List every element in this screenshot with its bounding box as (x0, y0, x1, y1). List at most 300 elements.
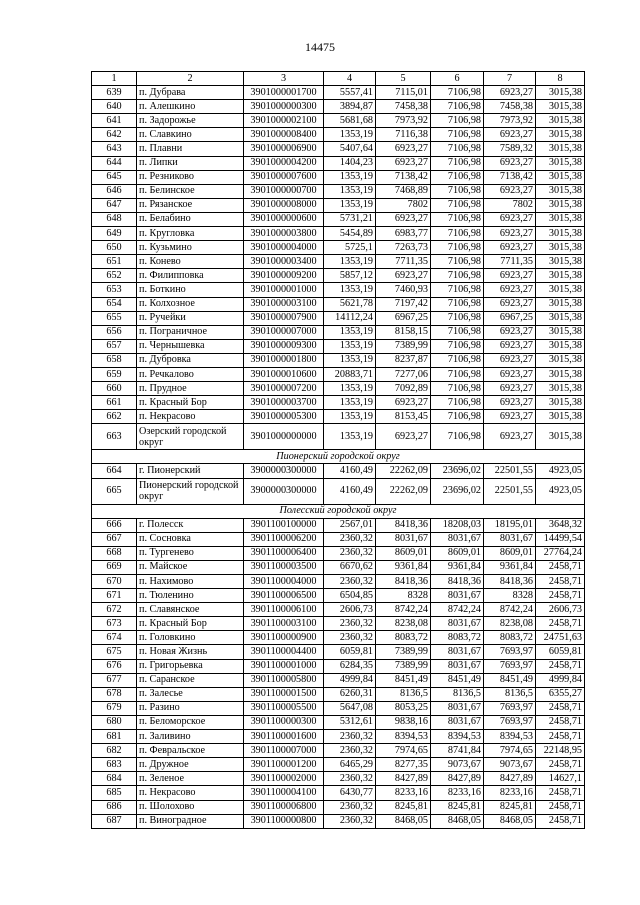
row-number: 673 (92, 617, 137, 631)
value-col-7: 18195,01 (484, 518, 536, 532)
value-col-8: 3015,38 (536, 255, 585, 269)
value-col-7: 7973,92 (484, 114, 536, 128)
table-row (92, 353, 585, 367)
value-col-5: 8742,24 (376, 603, 431, 617)
row-number: 649 (92, 227, 137, 241)
value-col-6: 8245,81 (431, 800, 484, 814)
table-row (92, 283, 585, 297)
table-row (92, 227, 585, 241)
value-col-8: 3015,38 (536, 424, 585, 450)
oktmo-code: 3901000002100 (244, 114, 324, 128)
value-col-7: 6923,27 (484, 367, 536, 381)
settlement-name: п. Славянское (137, 603, 244, 617)
value-col-5: 8394,53 (376, 730, 431, 744)
table-row (92, 128, 585, 142)
value-col-5: 8418,36 (376, 575, 431, 589)
value-col-8: 2458,71 (536, 800, 585, 814)
table-body (92, 72, 585, 829)
settlement-name: п. Конево (137, 255, 244, 269)
settlement-name: п. Задорожье (137, 114, 244, 128)
value-col-8: 6355,27 (536, 687, 585, 701)
value-col-7: 6923,27 (484, 212, 536, 226)
value-col-5: 7197,42 (376, 297, 431, 311)
value-col-5: 8053,25 (376, 701, 431, 715)
value-col-7: 22501,55 (484, 464, 536, 478)
settlement-name: п. Тургенево (137, 546, 244, 560)
row-number: 677 (92, 673, 137, 687)
value-col-4: 1353,19 (324, 396, 376, 410)
value-col-6: 8742,24 (431, 603, 484, 617)
oktmo-code: 3900000300000 (244, 464, 324, 478)
settlement-name: п. Новая Жизнь (137, 645, 244, 659)
row-number: 645 (92, 170, 137, 184)
value-col-7: 22501,55 (484, 478, 536, 504)
table-header-row (92, 72, 585, 86)
value-col-7: 9073,67 (484, 758, 536, 772)
row-number: 640 (92, 100, 137, 114)
oktmo-code: 3901000003400 (244, 255, 324, 269)
row-number: 676 (92, 659, 137, 673)
oktmo-code: 3901100006500 (244, 589, 324, 603)
value-col-8: 2458,71 (536, 814, 585, 828)
value-col-6: 8031,67 (431, 645, 484, 659)
value-col-7: 8609,01 (484, 546, 536, 560)
value-col-7: 7138,42 (484, 170, 536, 184)
table-row (92, 687, 585, 701)
table-row (92, 603, 585, 617)
table-row (92, 560, 585, 574)
value-col-8: 14499,54 (536, 532, 585, 546)
value-col-4: 5621,78 (324, 297, 376, 311)
value-col-7: 8031,67 (484, 532, 536, 546)
value-col-6: 7106,98 (431, 396, 484, 410)
value-col-5: 7973,92 (376, 114, 431, 128)
row-number: 653 (92, 283, 137, 297)
value-col-4: 5647,08 (324, 701, 376, 715)
value-col-7: 8394,53 (484, 730, 536, 744)
value-col-6: 7106,98 (431, 241, 484, 255)
settlement-name: п. Тюленино (137, 589, 244, 603)
table-row (92, 701, 585, 715)
value-col-5: 6923,27 (376, 269, 431, 283)
oktmo-code: 3901100001600 (244, 730, 324, 744)
value-col-7: 6923,27 (484, 325, 536, 339)
row-number: 642 (92, 128, 137, 142)
value-col-4: 2360,32 (324, 532, 376, 546)
oktmo-code: 3901000007600 (244, 170, 324, 184)
value-col-6: 18208,03 (431, 518, 484, 532)
data-table (91, 71, 585, 829)
value-col-7: 8083,72 (484, 631, 536, 645)
value-col-8: 3015,38 (536, 269, 585, 283)
table-row (92, 212, 585, 226)
value-col-5: 8238,08 (376, 617, 431, 631)
value-col-5: 8245,81 (376, 800, 431, 814)
value-col-8: 2458,71 (536, 589, 585, 603)
value-col-5: 7468,89 (376, 184, 431, 198)
value-col-8: 3015,38 (536, 86, 585, 100)
oktmo-code: 3901100006200 (244, 532, 324, 546)
oktmo-code: 3901100003100 (244, 617, 324, 631)
table-row (92, 184, 585, 198)
value-col-6: 7106,98 (431, 297, 484, 311)
table-row (92, 575, 585, 589)
value-col-5: 7138,42 (376, 170, 431, 184)
value-col-6: 7106,98 (431, 255, 484, 269)
value-col-8: 2458,71 (536, 715, 585, 729)
row-number: 656 (92, 325, 137, 339)
value-col-6: 7106,98 (431, 114, 484, 128)
value-col-6: 7106,98 (431, 212, 484, 226)
value-col-8: 3015,38 (536, 283, 585, 297)
row-number: 678 (92, 687, 137, 701)
settlement-name: п. Чернышевка (137, 339, 244, 353)
table-row (92, 255, 585, 269)
value-col-8: 2458,71 (536, 560, 585, 574)
value-col-5: 8083,72 (376, 631, 431, 645)
oktmo-code: 3901000007200 (244, 382, 324, 396)
value-col-5: 9838,16 (376, 715, 431, 729)
value-col-5: 8153,45 (376, 410, 431, 424)
value-col-6: 8031,67 (431, 701, 484, 715)
value-col-4: 2606,73 (324, 603, 376, 617)
value-col-8: 2458,71 (536, 575, 585, 589)
table-row (92, 800, 585, 814)
column-header: 1 (92, 72, 137, 86)
value-col-6: 8083,72 (431, 631, 484, 645)
row-number: 682 (92, 744, 137, 758)
settlement-name: п. Нахимово (137, 575, 244, 589)
value-col-7: 6967,25 (484, 311, 536, 325)
value-col-6: 7106,98 (431, 283, 484, 297)
value-col-6: 8427,89 (431, 772, 484, 786)
oktmo-code: 3901000004000 (244, 241, 324, 255)
row-number: 643 (92, 142, 137, 156)
value-col-8: 3015,38 (536, 353, 585, 367)
value-col-5: 6923,27 (376, 142, 431, 156)
row-number: 684 (92, 772, 137, 786)
row-number: 651 (92, 255, 137, 269)
row-number: 685 (92, 786, 137, 800)
column-header: 4 (324, 72, 376, 86)
value-col-8: 3648,32 (536, 518, 585, 532)
value-col-7: 8418,36 (484, 575, 536, 589)
row-number: 663 (92, 424, 137, 450)
table-row (92, 100, 585, 114)
value-col-7: 6923,27 (484, 353, 536, 367)
column-header: 8 (536, 72, 585, 86)
settlement-name: п. Филипповка (137, 269, 244, 283)
oktmo-code: 3901000008000 (244, 198, 324, 212)
value-col-6: 23696,02 (431, 464, 484, 478)
value-col-4: 2360,32 (324, 617, 376, 631)
row-number: 659 (92, 367, 137, 381)
table-row (92, 198, 585, 212)
settlement-name: п. Белинское (137, 184, 244, 198)
value-col-6: 8394,53 (431, 730, 484, 744)
settlement-name: п. Боткино (137, 283, 244, 297)
settlement-name: п. Алешкино (137, 100, 244, 114)
row-number: 670 (92, 575, 137, 589)
value-col-5: 7802 (376, 198, 431, 212)
value-col-5: 8451,49 (376, 673, 431, 687)
oktmo-code: 3901000008400 (244, 128, 324, 142)
value-col-5: 7389,99 (376, 659, 431, 673)
settlement-name: п. Некрасово (137, 786, 244, 800)
oktmo-code: 3901100006400 (244, 546, 324, 560)
value-col-6: 7106,98 (431, 269, 484, 283)
table-row (92, 396, 585, 410)
table-row (92, 311, 585, 325)
value-col-4: 2360,32 (324, 814, 376, 828)
oktmo-code: 3901000003800 (244, 227, 324, 241)
value-col-4: 1353,19 (324, 184, 376, 198)
value-col-4: 2360,32 (324, 744, 376, 758)
table-row (92, 589, 585, 603)
value-col-4: 6465,29 (324, 758, 376, 772)
value-col-5: 8277,35 (376, 758, 431, 772)
oktmo-code: 3901100005500 (244, 701, 324, 715)
value-col-7: 6923,27 (484, 269, 536, 283)
value-col-6: 7106,98 (431, 424, 484, 450)
row-number: 650 (92, 241, 137, 255)
value-col-8: 27764,24 (536, 546, 585, 560)
table-row (92, 325, 585, 339)
oktmo-code: 3901100004400 (244, 645, 324, 659)
value-col-5: 6967,25 (376, 311, 431, 325)
value-col-8: 4923,05 (536, 464, 585, 478)
oktmo-code: 3901000005300 (244, 410, 324, 424)
oktmo-code: 3901000007900 (244, 311, 324, 325)
oktmo-code: 3901100006100 (244, 603, 324, 617)
value-col-5: 7458,38 (376, 100, 431, 114)
oktmo-code: 3901000009300 (244, 339, 324, 353)
value-col-5: 6923,27 (376, 396, 431, 410)
settlement-name: п. Февральское (137, 744, 244, 758)
value-col-5: 7115,01 (376, 86, 431, 100)
value-col-4: 5681,68 (324, 114, 376, 128)
value-col-8: 3015,38 (536, 339, 585, 353)
settlement-name: п. Сосновка (137, 532, 244, 546)
value-col-5: 8136,5 (376, 687, 431, 701)
table-row (92, 744, 585, 758)
row-number: 671 (92, 589, 137, 603)
table-row (92, 673, 585, 687)
page-number: 14475 (305, 40, 335, 54)
row-number: 652 (92, 269, 137, 283)
value-col-6: 23696,02 (431, 478, 484, 504)
value-col-7: 8136,5 (484, 687, 536, 701)
value-col-8: 2458,71 (536, 758, 585, 772)
oktmo-code: 3901000007000 (244, 325, 324, 339)
row-number: 647 (92, 198, 137, 212)
settlement-name: п. Дубровка (137, 353, 244, 367)
settlement-name: п. Дубрава (137, 86, 244, 100)
oktmo-code: 3901000001000 (244, 283, 324, 297)
oktmo-code: 3901100003500 (244, 560, 324, 574)
row-number: 669 (92, 560, 137, 574)
oktmo-code: 3901000001800 (244, 353, 324, 367)
value-col-5: 7092,89 (376, 382, 431, 396)
row-number: 667 (92, 532, 137, 546)
row-number: 648 (92, 212, 137, 226)
value-col-5: 7460,93 (376, 283, 431, 297)
value-col-5: 7974,65 (376, 744, 431, 758)
value-col-6: 7106,98 (431, 198, 484, 212)
value-col-6: 8468,05 (431, 814, 484, 828)
value-col-4: 1353,19 (324, 410, 376, 424)
value-col-6: 7106,98 (431, 339, 484, 353)
row-number: 662 (92, 410, 137, 424)
settlement-name: п. Рязанское (137, 198, 244, 212)
table-row (92, 156, 585, 170)
value-col-7: 8427,89 (484, 772, 536, 786)
row-number: 674 (92, 631, 137, 645)
value-col-8: 22148,95 (536, 744, 585, 758)
value-col-6: 7106,98 (431, 128, 484, 142)
value-col-6: 7106,98 (431, 184, 484, 198)
value-col-5: 7263,73 (376, 241, 431, 255)
row-number: 686 (92, 800, 137, 814)
value-col-8: 14627,1 (536, 772, 585, 786)
value-col-8: 3015,38 (536, 297, 585, 311)
value-col-4: 1353,19 (324, 353, 376, 367)
value-col-6: 8031,67 (431, 715, 484, 729)
value-col-5: 8233,16 (376, 786, 431, 800)
table-row (92, 631, 585, 645)
value-col-6: 8031,67 (431, 659, 484, 673)
row-number: 654 (92, 297, 137, 311)
value-col-4: 5725,1 (324, 241, 376, 255)
value-col-7: 7693,97 (484, 659, 536, 673)
value-col-8: 2458,71 (536, 786, 585, 800)
value-col-6: 7106,98 (431, 382, 484, 396)
settlement-name: п. Речкалово (137, 367, 244, 381)
value-col-5: 8418,36 (376, 518, 431, 532)
value-col-8: 2458,71 (536, 701, 585, 715)
value-col-6: 9073,67 (431, 758, 484, 772)
value-col-8: 3015,38 (536, 184, 585, 198)
value-col-4: 2567,01 (324, 518, 376, 532)
column-header: 7 (484, 72, 536, 86)
value-col-4: 5857,12 (324, 269, 376, 283)
value-col-7: 7589,32 (484, 142, 536, 156)
value-col-8: 3015,38 (536, 227, 585, 241)
value-col-5: 9361,84 (376, 560, 431, 574)
table-row (92, 170, 585, 184)
value-col-6: 9361,84 (431, 560, 484, 574)
settlement-name: п. Белабино (137, 212, 244, 226)
oktmo-code: 3901100001200 (244, 758, 324, 772)
section-header-row (92, 450, 585, 464)
settlement-name: п. Резниково (137, 170, 244, 184)
value-col-4: 4160,49 (324, 478, 376, 504)
value-col-6: 7106,98 (431, 100, 484, 114)
value-col-5: 7277,06 (376, 367, 431, 381)
value-col-5: 6983,77 (376, 227, 431, 241)
value-col-6: 7106,98 (431, 142, 484, 156)
value-col-8: 2606,73 (536, 603, 585, 617)
value-col-8: 3015,38 (536, 382, 585, 396)
value-col-4: 6284,35 (324, 659, 376, 673)
oktmo-code: 3901100001000 (244, 659, 324, 673)
value-col-8: 3015,38 (536, 396, 585, 410)
value-col-7: 6923,27 (484, 86, 536, 100)
value-col-8: 4923,05 (536, 478, 585, 504)
table-row (92, 382, 585, 396)
oktmo-code: 3901000001700 (244, 86, 324, 100)
oktmo-code: 3901100000900 (244, 631, 324, 645)
settlement-name: п. Красный Бор (137, 617, 244, 631)
oktmo-code: 3901000006900 (244, 142, 324, 156)
value-col-4: 6430,77 (324, 786, 376, 800)
oktmo-code: 3901100006800 (244, 800, 324, 814)
table-row (92, 241, 585, 255)
value-col-6: 7106,98 (431, 227, 484, 241)
oktmo-code: 3901000000600 (244, 212, 324, 226)
value-col-4: 5557,41 (324, 86, 376, 100)
value-col-7: 6923,27 (484, 297, 536, 311)
settlement-name: п. Пограничное (137, 325, 244, 339)
settlement-name: п. Заливино (137, 730, 244, 744)
settlement-name: п. Саранское (137, 673, 244, 687)
row-number: 658 (92, 353, 137, 367)
value-col-6: 7106,98 (431, 311, 484, 325)
settlement-name: Пионерский городской округ (137, 478, 244, 504)
value-col-7: 8238,08 (484, 617, 536, 631)
value-col-4: 1404,23 (324, 156, 376, 170)
table-row (92, 464, 585, 478)
value-col-5: 8328 (376, 589, 431, 603)
row-number: 655 (92, 311, 137, 325)
oktmo-code: 3901100004000 (244, 575, 324, 589)
row-number: 657 (92, 339, 137, 353)
value-col-4: 6260,31 (324, 687, 376, 701)
value-col-6: 7106,98 (431, 367, 484, 381)
value-col-4: 2360,32 (324, 800, 376, 814)
oktmo-code: 3901100007000 (244, 744, 324, 758)
section-title: Пионерский городской округ (92, 450, 585, 464)
value-col-7: 6923,27 (484, 227, 536, 241)
value-col-4: 3894,87 (324, 100, 376, 114)
settlement-name: г. Полесск (137, 518, 244, 532)
value-col-4: 14112,24 (324, 311, 376, 325)
value-col-6: 7106,98 (431, 410, 484, 424)
settlement-name: п. Головкино (137, 631, 244, 645)
row-number: 641 (92, 114, 137, 128)
value-col-6: 8031,67 (431, 617, 484, 631)
value-col-5: 22262,09 (376, 464, 431, 478)
value-col-8: 2458,71 (536, 617, 585, 631)
value-col-4: 2360,32 (324, 730, 376, 744)
value-col-4: 6670,62 (324, 560, 376, 574)
value-col-4: 5731,21 (324, 212, 376, 226)
settlement-name: п. Виноградное (137, 814, 244, 828)
value-col-7: 6923,27 (484, 382, 536, 396)
row-number: 660 (92, 382, 137, 396)
value-col-6: 7106,98 (431, 170, 484, 184)
value-col-6: 8233,16 (431, 786, 484, 800)
oktmo-code: 3901000009200 (244, 269, 324, 283)
value-col-7: 8233,16 (484, 786, 536, 800)
table-row (92, 617, 585, 631)
value-col-4: 5454,89 (324, 227, 376, 241)
row-number: 666 (92, 518, 137, 532)
table-row (92, 730, 585, 744)
value-col-6: 7106,98 (431, 353, 484, 367)
settlement-name: п. Зеленое (137, 772, 244, 786)
value-col-7: 8245,81 (484, 800, 536, 814)
